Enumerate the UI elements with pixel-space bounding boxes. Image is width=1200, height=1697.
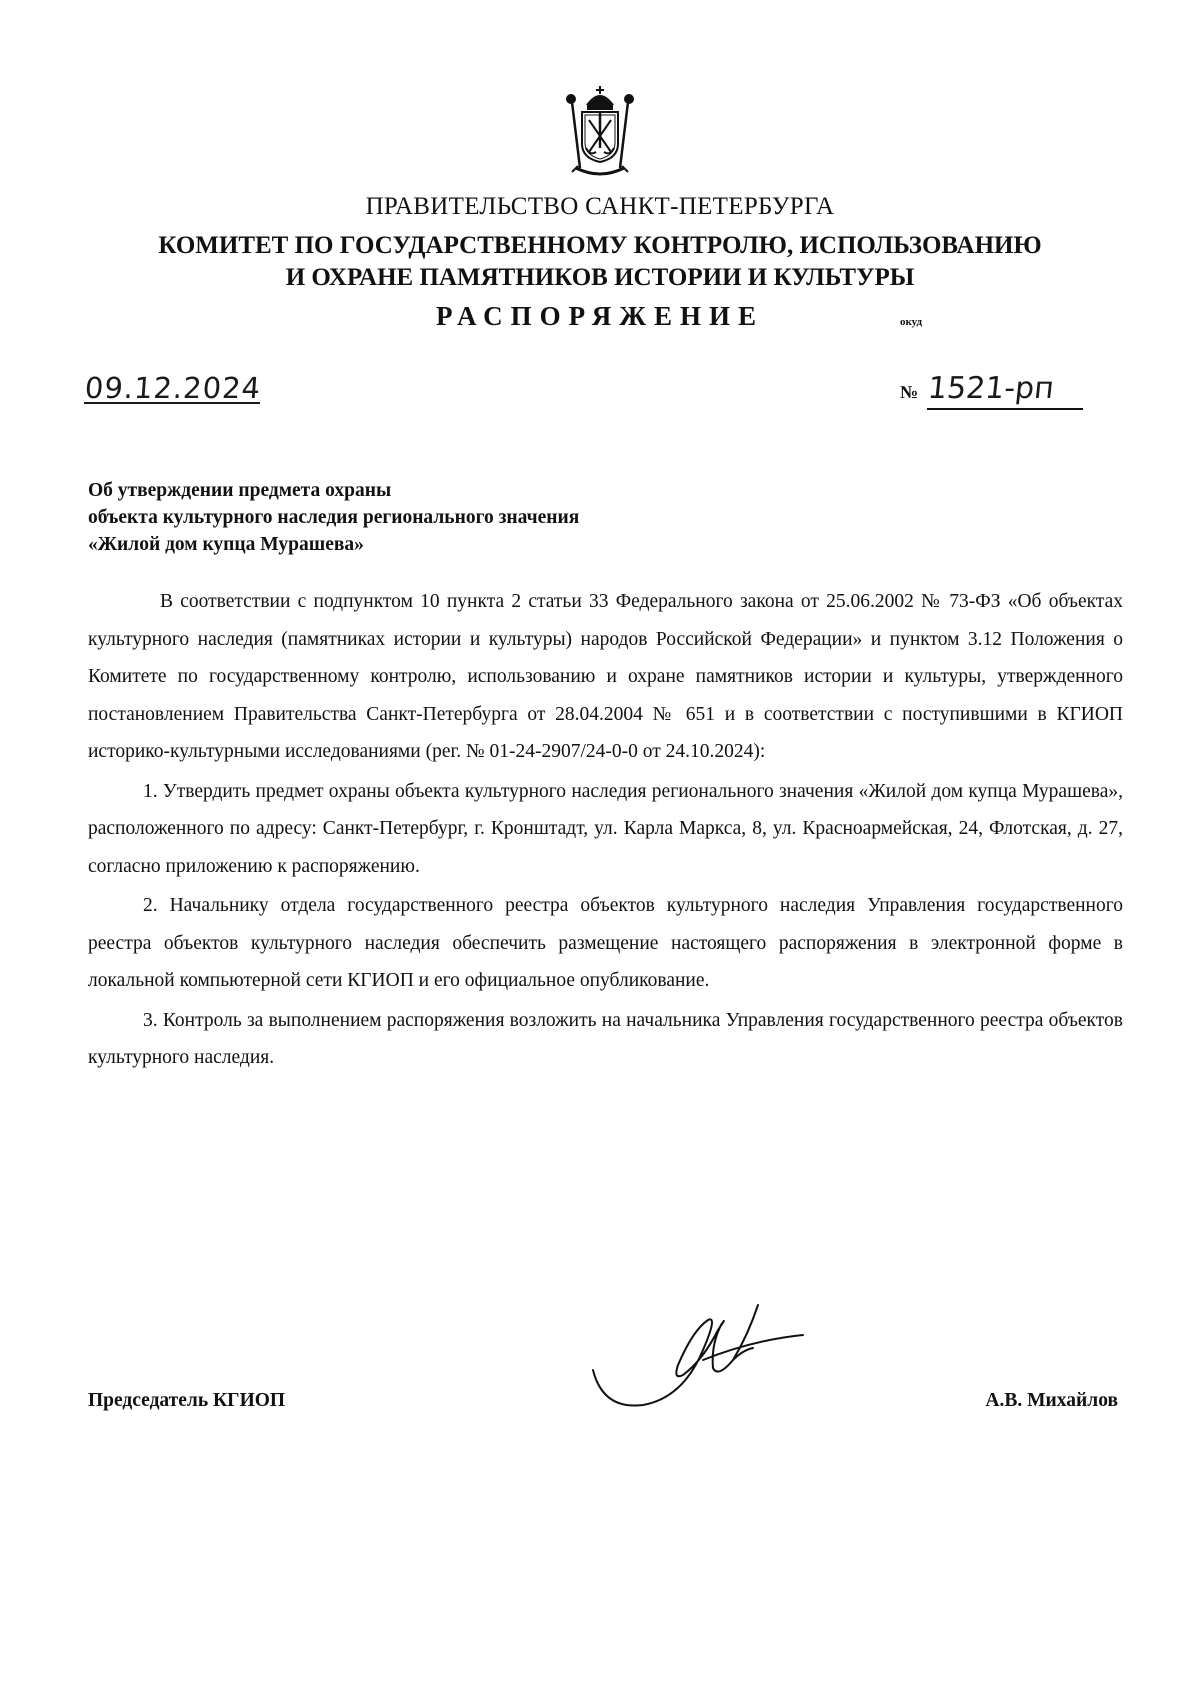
signatory-name: А.В. Михайлов <box>985 1390 1118 1411</box>
item-3-paragraph: 3. Контроль за выполнением распоряжения возложить на начальника Управления государственного реестра объектов культурного наследия. <box>88 1009 1123 1068</box>
item-1-paragraph: 1. Утвердить предмет охраны объекта культурного наследия регионального значения «Жилой дом купца Мурашева», расположенного по адресу: Санкт-Петербург, г. Кронштадт, ул. Карла Маркса, 8, ул. Красноармейская, 24, Флотская, д. 27, согласно приложению к распоряжению. <box>88 780 1123 877</box>
government-name: ПРАВИТЕЛЬСТВО САНКТ-ПЕТЕРБУРГА <box>365 193 835 220</box>
subject-line-2: объекта культурного наследия регионального значения <box>88 507 580 528</box>
st-petersburg-coat-of-arms-icon <box>550 82 650 182</box>
number-value: 1521-рп <box>926 371 1056 406</box>
document-date: 09.12.2024 <box>83 371 263 405</box>
signatory-position: Председатель КГИОП <box>88 1390 286 1411</box>
preamble-paragraph: В соответствии с подпунктом 10 пункта 2 статьи 33 Федерального закона от 25.06.2002 № 73-ФЗ «Об объектах культурного наследия (памятниках истории и культуры) народов Российской Федерации» и пунктом 3.12 Положения о Комитете по государственному контролю, использованию и охране памятников истории и культуры, утвержденного постановлением Правительства Санкт-Петербурга от 28.04.2004 № 651 и в соответствии с поступившими в КГИОП историко-культурными исследованиями (рег. № 01-24-2907/24-0-0 от 24.10.2024): <box>88 591 1123 762</box>
subject-line-3: «Жилой дом купца Мурашева» <box>88 534 364 555</box>
document-number <box>900 371 1090 434</box>
committee-name-line-2: И ОХРАНЕ ПАМЯТНИКОВ ИСТОРИИ И КУЛЬТУРЫ <box>285 264 915 291</box>
committee-name <box>0 230 1200 294</box>
item-2-paragraph: 2. Начальнику отдела государственного реестра объектов культурного наследия Управления государственного реестра объектов культурного наследия обеспечить размещение настоящего распоряжения в электронной форме в локальной компьютерной сети КГИОП и его официальное опубликование. <box>88 895 1123 991</box>
document-body <box>88 583 1123 1077</box>
document-subject <box>88 477 579 558</box>
committee-name-line-1: КОМИТЕТ ПО ГОСУДАРСТВЕННОМУ КОНТРОЛЮ, ИСПОЛЬЗОВАНИЮ <box>158 232 1042 259</box>
subject-line-1: Об утверждении предмета охраны <box>88 480 392 501</box>
number-sign: № <box>900 382 919 402</box>
okud-label: окуд <box>900 316 923 328</box>
handwritten-signature-icon <box>583 1290 813 1415</box>
document-type: РАСПОРЯЖЕНИЕ <box>435 301 765 331</box>
number-underline <box>927 408 1083 410</box>
